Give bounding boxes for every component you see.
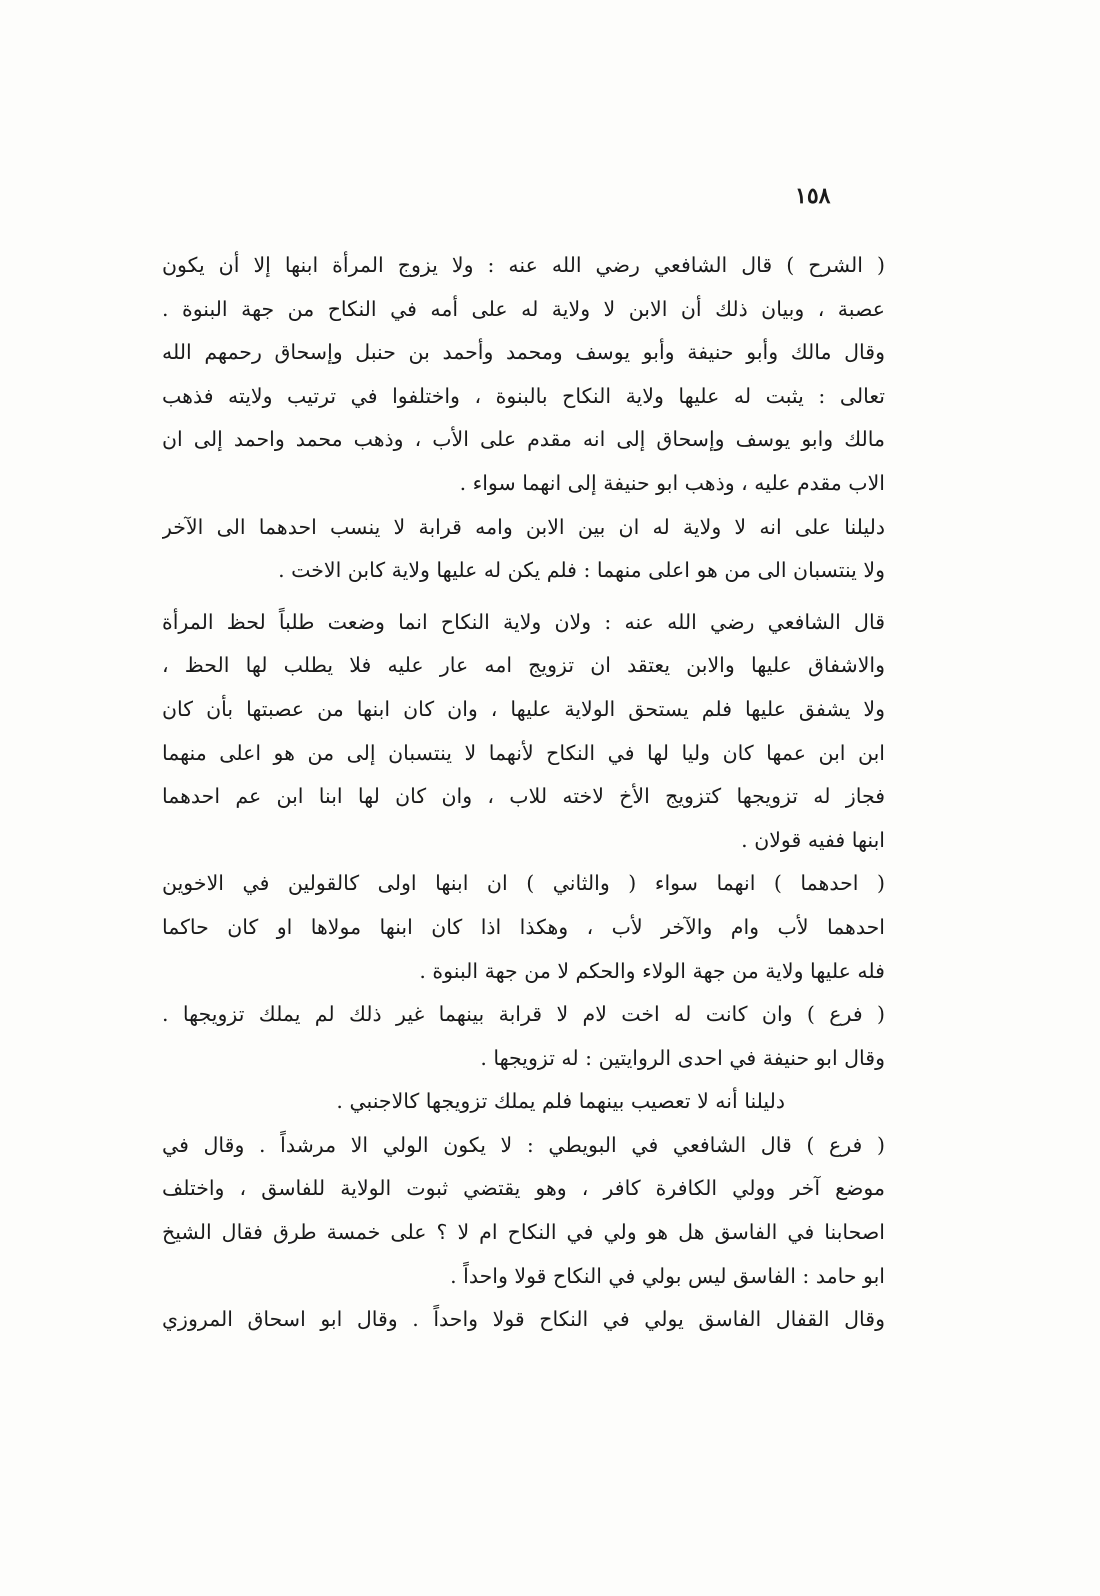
text-line: تعالى : يثبت له عليها ولاية النكاح بالبنوة ، واختلفوا في ترتيب ولايته فذهب — [162, 383, 885, 408]
text-line: موضع آخر وولي الكافرة كافر ، وهو يقتضي ثبوت الولاية للفاسق ، واختلف — [162, 1176, 885, 1201]
paragraph-two-opinions — [162, 862, 885, 993]
text-line: ( فرع ) قال الشافعي في البويطي : لا يكون الولي الا مرشداً . وقال في — [162, 1132, 885, 1157]
text-line: ولا يشفق عليها فلم يستحق الولاية عليها ، وان كان ابنها من عصبتها بأن كان — [162, 696, 885, 721]
text-line: مالك وابو يوسف وإسحاق إلى انه مقدم على الأب ، وذهب محمد واحمد إلى ان — [162, 427, 885, 452]
text-line: فله عليها ولاية من جهة الولاء والحكم لا من جهة البنوة . — [419, 958, 885, 983]
text-line: الاب مقدم عليه ، وذهب ابو حنيفة إلى انهما سواء . — [459, 470, 885, 495]
text-line: ( الشرح ) قال الشافعي رضي الله عنه : ولا يزوج المرأة ابنها إلا أن يكون — [162, 253, 885, 277]
text-line: والاشفاق عليها والابن يعتقد ان تزويج امه عار عليه فلا يطلب لها الحظ ، — [162, 653, 885, 678]
text-line: احدهما لأب وام والآخر لأب ، وهكذا اذا كان ابنها مولاها او كان حاكما — [162, 914, 885, 939]
paragraph-far-1 — [162, 993, 885, 1080]
paragraph-dalil — [162, 506, 885, 593]
text-line: ابنها ففيه قولان . — [741, 827, 885, 852]
paragraph-sharh — [162, 244, 885, 506]
text-line: دليلنا على انه لا ولاية له ان بين الابن وامه قرابة لا ينسب احدهما الى الآخر — [162, 514, 885, 539]
text-line: قال الشافعي رضي الله عنه : ولان ولاية النكاح انما وضعت طلباً لحظ المرأة — [162, 609, 885, 634]
page-body — [162, 244, 885, 1342]
paragraph-qaffal — [162, 1298, 885, 1342]
text-line: فجاز له تزويجها كتزويج الأخ لاخته للاب ، وان كان لها ابنا ابن عم احدهما — [162, 784, 885, 809]
paragraph-shafii-quote — [162, 601, 885, 863]
text-line: عصبة ، وبيان ذلك أن الابن لا ولاية له على أمه في النكاح من جهة البنوة . — [162, 296, 885, 321]
page-number: ١٥٨ — [795, 183, 831, 209]
text-line: ( فرع ) وان كانت له اخت لام لا قرابة بينهما غير ذلك لم يملك تزويجها . — [162, 1002, 885, 1027]
text-line: وقال ابو حنيفة في احدى الروايتين : له تزويجها . — [480, 1045, 885, 1070]
text-line: اصحابنا في الفاسق هل هو ولي في النكاح ام لا ؟ على خمسة طرق فقال الشيخ — [162, 1220, 885, 1245]
text-line: ولا ينتسبان الى من هو اعلى منهما : فلم يكن له عليها ولاية كابن الاخت . — [278, 558, 885, 583]
text-line: وقال مالك وأبو حنيفة وأبو يوسف ومحمد وأحمد بن حنبل وإسحاق رحمهم الله — [162, 340, 885, 365]
text-line: ابن ابن عمها كان وليا لها في النكاح لأنهما لا ينتسبان إلى من هو اعلى منهما — [162, 740, 885, 765]
text-line: وقال القفال الفاسق يولي في النكاح قولا واحداً . وقال ابو اسحاق المروزي — [162, 1307, 885, 1332]
paragraph-far-2 — [162, 1124, 885, 1298]
text-line: ابو حامد : الفاسق ليس بولي في النكاح قولا واحداً . — [450, 1263, 885, 1288]
text-line: دليلنا أنه لا تعصيب بينهما فلم يملك تزويجها كالاجنبي . — [336, 1089, 785, 1114]
paragraph-dalil-2 — [162, 1080, 885, 1124]
text-line: ( احدهما ) انهما سواء ( والثاني ) ان ابنها اولى كالقولين في الاخوين — [162, 871, 885, 896]
